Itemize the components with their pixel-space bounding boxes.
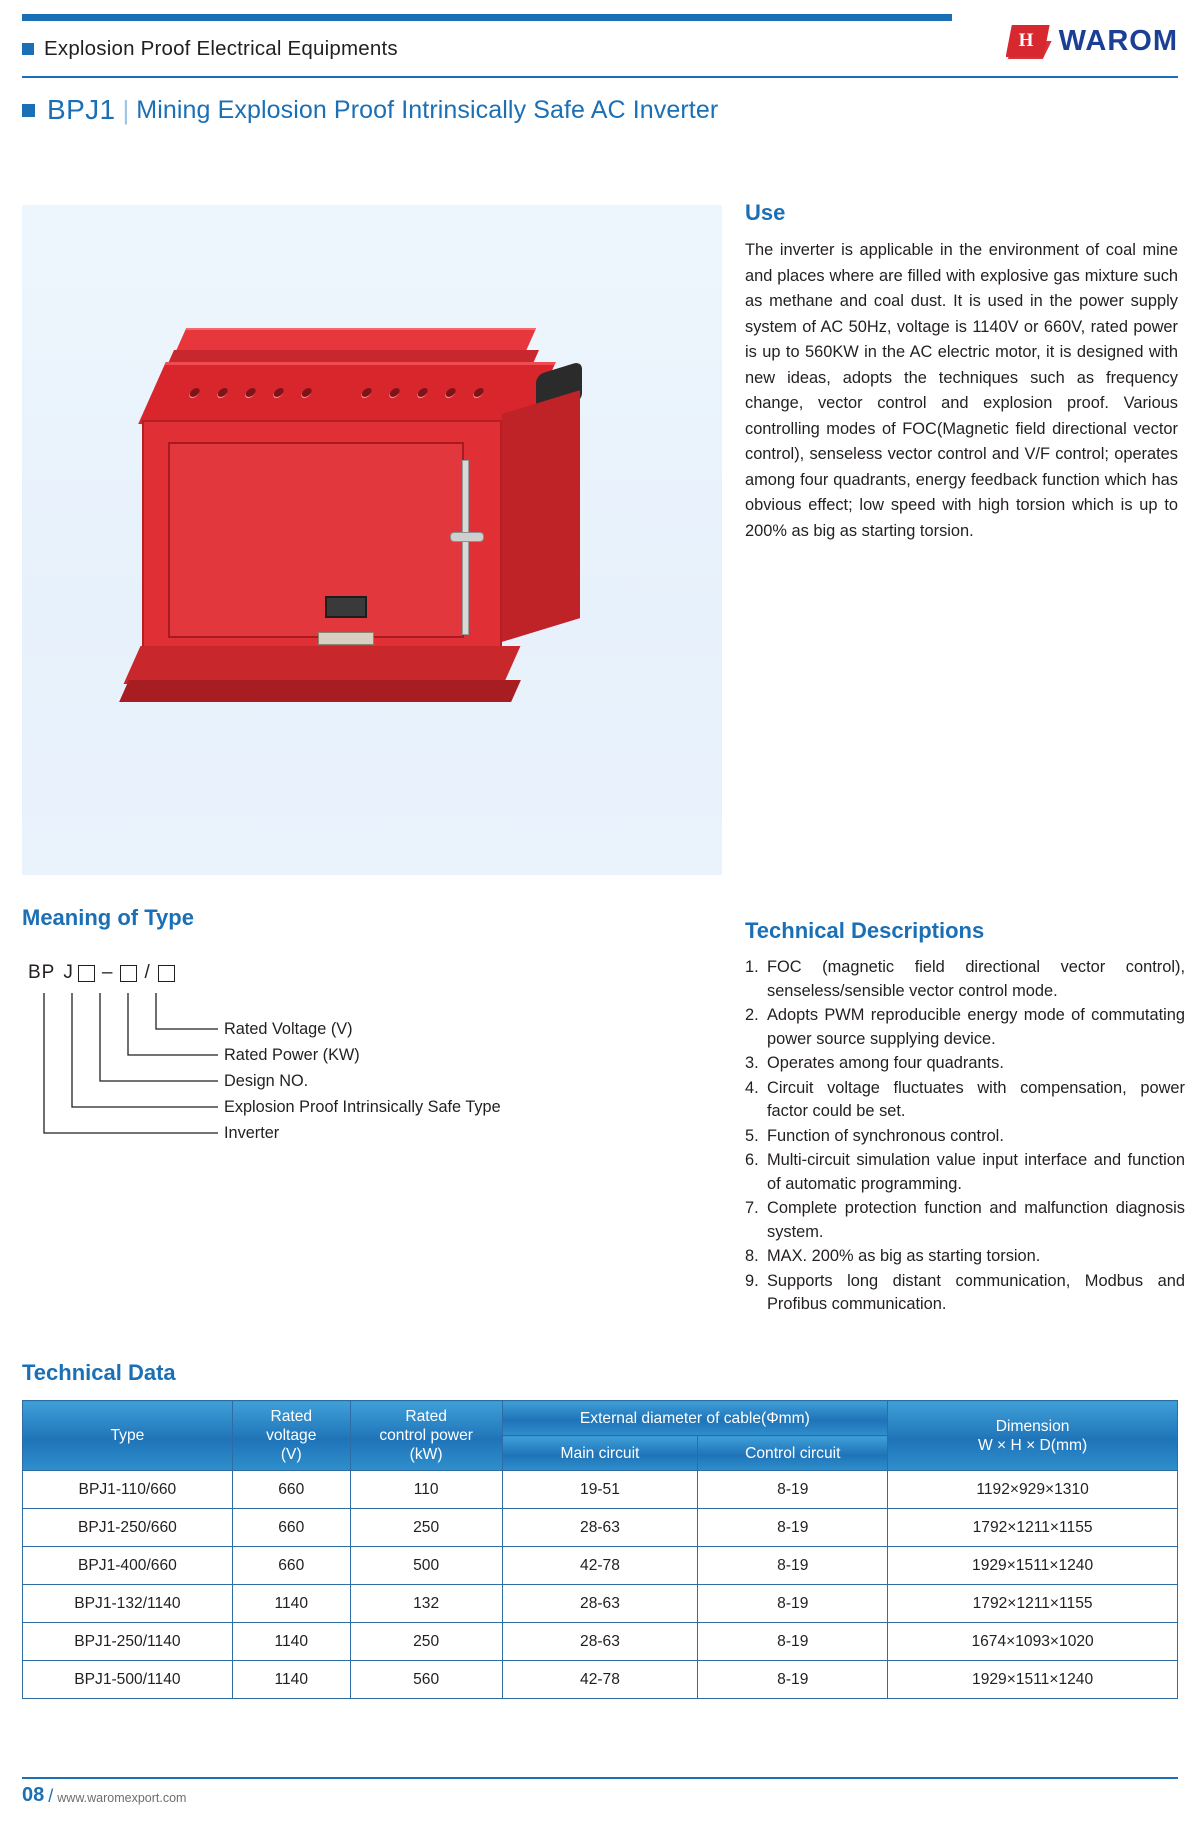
inverter-bolt-icon	[188, 388, 201, 397]
inverter-bolt-icon	[272, 388, 285, 397]
footer-url[interactable]: www.waromexport.com	[57, 1791, 187, 1805]
cell-main-circuit: 19-51	[502, 1471, 698, 1509]
brand-logo	[963, 18, 1178, 64]
inverter-bolt-icon	[416, 388, 429, 397]
inverter-handle-bar	[462, 460, 469, 635]
technical-descriptions-section	[745, 900, 1185, 1318]
th-rated-voltage-l2: voltage	[266, 1427, 317, 1444]
cell-type: BPJ1-400/660	[23, 1547, 233, 1585]
th-dimension-l1: Dimension	[995, 1417, 1070, 1435]
list-item: 2. Adopts PWM reproducible energy mode of commutating power source supplying device.	[745, 1006, 1185, 1048]
list-item: 9. Supports long distant communication, Modbus and Profibus communication.	[745, 1271, 1185, 1314]
table-row	[23, 1509, 1178, 1547]
cell-main-circuit: 28-63	[502, 1623, 698, 1661]
cell-control-circuit: 8-19	[698, 1661, 888, 1699]
inverter-bolt-icon	[472, 388, 485, 397]
type-code-box-design	[78, 965, 95, 982]
meaning-label-rated-power: Rated Power (KW)	[224, 1046, 360, 1064]
inverter-bolt-icon	[360, 388, 373, 397]
th-rated-power-l1: Rated	[405, 1408, 447, 1425]
cell-main-circuit: 28-63	[502, 1585, 698, 1623]
cell-main-circuit: 28-63	[502, 1509, 698, 1547]
cell-dimension: 1929×1511×1240	[888, 1661, 1178, 1699]
table-head	[23, 1401, 1178, 1471]
meaning-label-rated-voltage: Rated Voltage (V)	[224, 1020, 353, 1038]
meaning-label-design-no: Design NO.	[224, 1072, 309, 1090]
table-row	[23, 1471, 1178, 1509]
table-body	[23, 1471, 1178, 1699]
cell-voltage: 660	[232, 1471, 350, 1509]
cell-voltage: 1140	[232, 1623, 350, 1661]
table-header-row	[23, 1401, 1178, 1436]
inverter-base	[124, 646, 521, 684]
footer	[22, 1784, 1178, 1807]
list-item: 1. FOC (magnetic field directional vector control), senseless/sensible vector control mode.	[745, 958, 1185, 1000]
list-item: 5. Function of synchronous control.	[745, 1126, 1004, 1145]
header-top-rule	[22, 14, 952, 21]
meaning-of-type-heading: Meaning of Type	[22, 905, 194, 930]
cell-control-circuit: 8-19	[698, 1623, 888, 1661]
product-name: Mining Explosion Proof Intrinsically Safe AC Inverter	[136, 95, 719, 124]
cell-voltage: 1140	[232, 1585, 350, 1623]
list-item-text: MAX. 200% as big as starting torsion.	[767, 1247, 1041, 1266]
cell-dimension: 1792×1211×1155	[888, 1509, 1178, 1547]
cell-power: 500	[350, 1547, 502, 1585]
logo-wordmark: WAROM	[1058, 24, 1178, 57]
list-item: 7. Complete protection function and malfunction diagnosis system.	[745, 1199, 1185, 1241]
technical-data-section	[22, 1360, 1178, 1699]
list-item-text: Supports long distant communication, Modbus and Profibus communication.	[767, 1271, 1185, 1314]
use-section	[745, 200, 1178, 544]
footer-rule	[22, 1777, 1178, 1779]
technical-data-heading: Technical Data	[22, 1360, 176, 1385]
type-code-slash: /	[144, 962, 151, 983]
cell-type: BPJ1-132/1140	[23, 1585, 233, 1623]
th-rated-voltage-l3: (V)	[280, 1446, 302, 1463]
type-code-dash: –	[101, 962, 114, 983]
meaning-of-type-diagram	[22, 993, 662, 1193]
logo-letter: H	[1018, 30, 1034, 51]
type-code-box-power	[120, 965, 137, 982]
th-rated-voltage	[232, 1401, 350, 1471]
use-body: The inverter is applicable in the environment of coal mine and places where are filled with explosive gas mixture such as methane and coal dust. It is used in the power supply system of AC 50Hz, voltage is 1140V or 660V, rated power is up to 560KW in the AC electric motor, it is designed with new ideas, adopts the techniques such as frequency change, vector control and explosion proof. Various controlling modes of FOC(Magnetic field directional vector control), senseless vector control and V/F control; operates among four quadrants, energy feedback function which has obvious effect; low speed with high torsion which is up to 200% as big as starting torsion.	[745, 241, 1178, 540]
cell-voltage: 660	[232, 1547, 350, 1585]
use-heading: Use	[745, 200, 786, 225]
cell-control-circuit: 8-19	[698, 1547, 888, 1585]
inverter-handle-knob	[450, 532, 484, 542]
inverter-bolt-icon	[444, 388, 457, 397]
footer-slash: /	[48, 1786, 54, 1806]
cell-voltage: 1140	[232, 1661, 350, 1699]
inverter-bolt-icon	[300, 388, 313, 397]
th-rated-power-l3: (kW)	[409, 1446, 443, 1463]
inverter-side-panel	[502, 390, 580, 642]
product-code: BPJ1	[47, 94, 116, 125]
cell-main-circuit: 42-78	[502, 1547, 698, 1585]
list-item: 8. MAX. 200% as big as starting torsion.	[745, 1247, 1041, 1266]
list-item-text: FOC (magnetic field directional vector control), senseless/sensible vector control mode.	[767, 958, 1185, 1000]
type-code-j: J	[63, 962, 74, 983]
cell-type: BPJ1-110/660	[23, 1471, 233, 1509]
th-rated-voltage-l1: Rated	[270, 1408, 313, 1425]
table-row	[23, 1623, 1178, 1661]
product-photo	[22, 205, 722, 875]
list-item: 4. Circuit voltage fluctuates with compensation, power factor could be set.	[745, 1078, 1185, 1121]
cell-voltage: 660	[232, 1509, 350, 1547]
cell-type: BPJ1-250/1140	[23, 1623, 233, 1661]
list-item-text: Function of synchronous control.	[767, 1126, 1004, 1145]
cell-dimension: 1792×1211×1155	[888, 1585, 1178, 1623]
product-title	[22, 90, 1022, 130]
list-item-text: Operates among four quadrants.	[767, 1054, 1004, 1073]
list-item-text: Circuit voltage fluctuates with compensation, power factor could be set.	[767, 1078, 1185, 1121]
inverter-bolt-icon	[244, 388, 257, 397]
meaning-label-inverter: Inverter	[224, 1124, 280, 1142]
technical-descriptions-list	[745, 956, 1185, 1317]
table-row	[23, 1547, 1178, 1585]
th-main-circuit: Main circuit	[502, 1436, 698, 1471]
type-code-row	[28, 957, 722, 989]
cell-main-circuit: 42-78	[502, 1661, 698, 1699]
list-item: 3. Operates among four quadrants.	[745, 1054, 1004, 1073]
inverter-bolt-icon	[216, 388, 229, 397]
type-code-box-voltage	[158, 965, 175, 982]
th-cable-diameter: External diameter of cable(Φmm)	[502, 1401, 888, 1436]
cell-dimension: 1674×1093×1020	[888, 1623, 1178, 1661]
type-code-prefix: BP	[28, 962, 56, 983]
th-control-circuit: Control circuit	[698, 1436, 888, 1471]
cell-control-circuit: 8-19	[698, 1509, 888, 1547]
th-type: Type	[23, 1401, 233, 1471]
list-item: 6. Multi-circuit simulation value input interface and function of automatic programming.	[745, 1151, 1185, 1193]
cell-power: 250	[350, 1509, 502, 1547]
th-dimension-l2: W × H × D(mm)	[978, 1436, 1088, 1454]
inverter-illustration	[132, 310, 632, 750]
list-item-text: Adopts PWM reproducible energy mode of commutating power source supplying device.	[767, 1006, 1185, 1048]
header-title: Explosion Proof Electrical Equipments	[44, 37, 398, 60]
table-row	[23, 1661, 1178, 1699]
th-rated-power-l2: control power	[379, 1427, 473, 1444]
inverter-display-panel	[325, 596, 367, 618]
cell-power: 110	[350, 1471, 502, 1509]
meaning-label-explosion-proof-type: Explosion Proof Intrinsically Safe Type	[224, 1098, 501, 1116]
warom-mark-icon	[1006, 21, 1052, 61]
list-item-text: Complete protection function and malfunction diagnosis system.	[767, 1199, 1185, 1241]
cell-control-circuit: 8-19	[698, 1585, 888, 1623]
list-item-text: Multi-circuit simulation value input interface and function of automatic programming.	[767, 1151, 1185, 1193]
inverter-door	[168, 442, 464, 638]
cell-type: BPJ1-500/1140	[23, 1661, 233, 1699]
cell-dimension: 1929×1511×1240	[888, 1547, 1178, 1585]
product-bullet-icon	[22, 104, 35, 117]
inverter-nameplate	[318, 632, 374, 645]
cell-power: 560	[350, 1661, 502, 1699]
cell-power: 132	[350, 1585, 502, 1623]
inverter-base-shadow	[119, 680, 521, 702]
header-bottom-rule	[22, 76, 1178, 78]
header-bullet-icon	[22, 43, 34, 55]
page-number: 08	[22, 1784, 45, 1806]
technical-descriptions-heading: Technical Descriptions	[745, 918, 985, 944]
th-rated-control-power	[350, 1401, 502, 1471]
cell-dimension: 1192×929×1310	[888, 1471, 1178, 1509]
table-row	[23, 1585, 1178, 1623]
technical-data-table	[22, 1400, 1178, 1699]
cell-control-circuit: 8-19	[698, 1471, 888, 1509]
inverter-bolt-icon	[388, 388, 401, 397]
inverter-upper-face	[136, 362, 556, 424]
cell-power: 250	[350, 1623, 502, 1661]
product-divider: |	[122, 94, 130, 125]
meaning-of-type-section	[22, 905, 722, 1193]
th-dimension	[888, 1401, 1178, 1471]
cell-type: BPJ1-250/660	[23, 1509, 233, 1547]
